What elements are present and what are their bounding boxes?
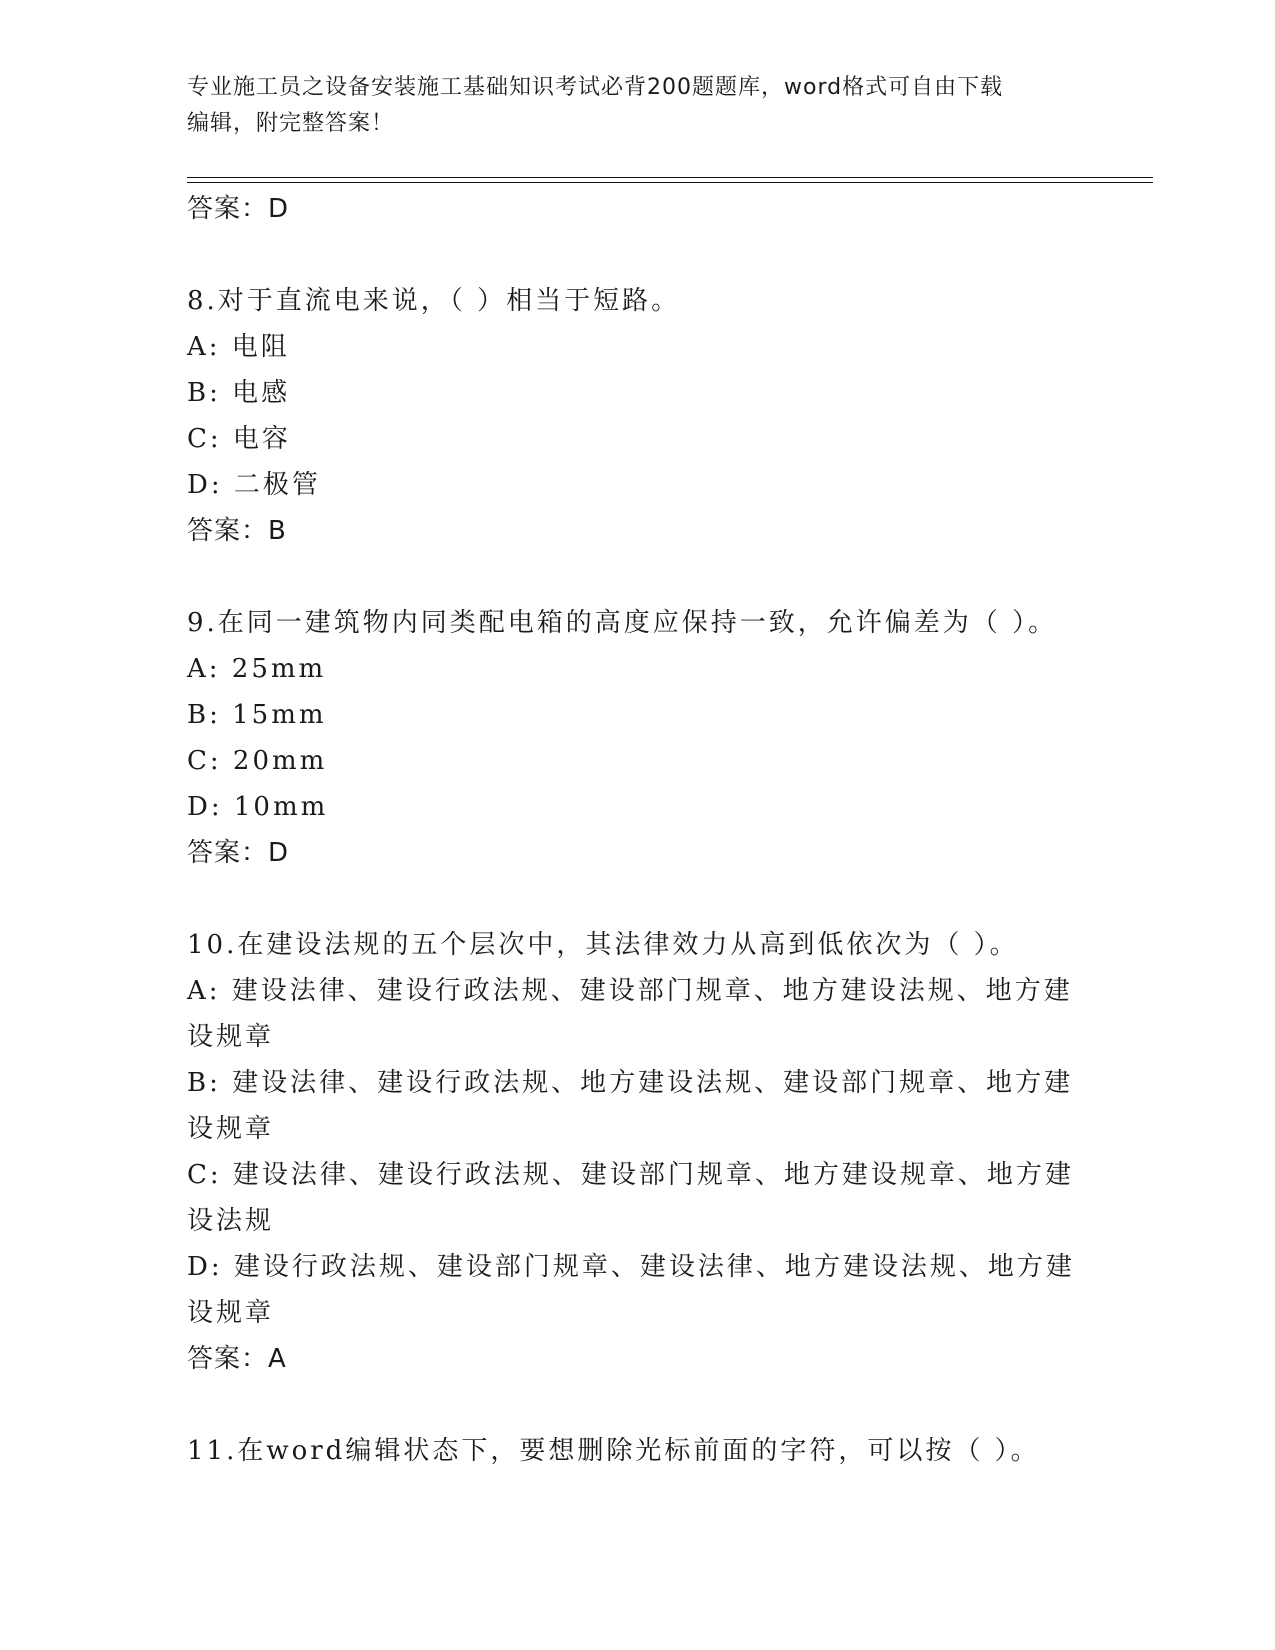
- option-c: C: 电容: [187, 424, 291, 454]
- option-d: D: 10mm: [187, 792, 329, 822]
- option-a: A: 建设法律、建设行政法规、建设部门规章、地方建设法规、地方建设规章: [187, 976, 1073, 1052]
- answer: 答案：A: [187, 1344, 287, 1374]
- question-stem: 9.在同一建筑物内同类配电箱的高度应保持一致，允许偏差为（ ）。: [187, 608, 1058, 638]
- option-d: D: 二极管: [187, 470, 321, 500]
- question-10: [187, 922, 1087, 1382]
- previous-answer: 答案：D: [187, 194, 290, 224]
- document-body: [187, 186, 1087, 1474]
- option-b: B: 电感: [187, 378, 291, 408]
- header-line-2: 编辑，附完整答案！: [187, 111, 395, 136]
- option-c: C: 建设法律、建设行政法规、建设部门规章、地方建设规章、地方建设法规: [187, 1160, 1074, 1236]
- option-a: A: 25mm: [187, 654, 327, 684]
- question-stem: 8.对于直流电来说，（ ）相当于短路。: [187, 286, 681, 316]
- question-11: [187, 1428, 1087, 1474]
- answer: 答案：B: [187, 516, 287, 546]
- option-a: A: 电阻: [187, 332, 290, 362]
- document-header: [187, 70, 1067, 142]
- question-9: [187, 600, 1087, 876]
- answer: 答案：D: [187, 838, 290, 868]
- header-rule-top: [187, 177, 1153, 178]
- option-d: D: 建设行政法规、建设部门规章、建设法律、地方建设法规、地方建设规章: [187, 1252, 1075, 1328]
- question-8: [187, 278, 1087, 554]
- option-b: B: 15mm: [187, 700, 327, 730]
- header-rule-bottom: [187, 182, 1153, 183]
- question-stem: 11.在word编辑状态下，要想删除光标前面的字符，可以按（ ）。: [187, 1436, 1040, 1466]
- header-line-1: 专业施工员之设备安装施工基础知识考试必背200题题库，word格式可自由下载: [187, 75, 1004, 100]
- question-stem: 10.在建设法规的五个层次中，其法律效力从高到低依次为（ ）。: [187, 930, 1019, 960]
- option-c: C: 20mm: [187, 746, 328, 776]
- option-b: B: 建设法律、建设行政法规、地方建设法规、建设部门规章、地方建设规章: [187, 1068, 1074, 1144]
